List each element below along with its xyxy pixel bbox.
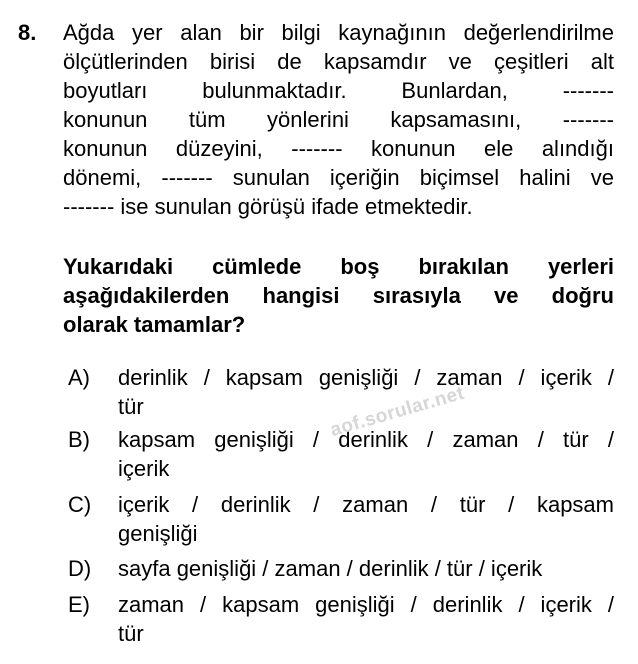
stem-line: boyutları bulunmaktadır. Bunlardan, ------- bbox=[63, 78, 614, 103]
prompt-line: aşağıdakilerden hangisi sırasıyla ve doğru bbox=[63, 283, 614, 308]
option-line: içerik bbox=[118, 456, 170, 481]
option-letter: A) bbox=[68, 365, 90, 390]
option-letter: C) bbox=[68, 492, 92, 517]
option-line: sayfa genişliği / zaman / derinlik / tür / içerik bbox=[118, 556, 543, 581]
stem-line: konunun düzeyini, ------- konunun ele alındığı bbox=[63, 136, 614, 161]
watermark-center: aof.sorular.net bbox=[327, 382, 467, 442]
prompt-line: Yukarıdaki cümlede boş bırakılan yerleri bbox=[63, 254, 614, 279]
option-line: derinlik / kapsam genişliği / zaman / içerik / bbox=[118, 365, 614, 390]
question-prompt bbox=[63, 252, 614, 339]
option-text bbox=[118, 490, 614, 548]
option-line: kapsam genişliği / derinlik / zaman / tür / bbox=[118, 427, 614, 452]
option-letter: B) bbox=[68, 427, 90, 452]
option-line: tür bbox=[118, 394, 144, 419]
option-letter: D) bbox=[68, 556, 92, 581]
option-text bbox=[118, 425, 614, 483]
option-text bbox=[118, 554, 614, 583]
prompt-line: olarak tamamlar? bbox=[63, 312, 246, 337]
option-line: içerik / derinlik / zaman / tür / kapsam bbox=[118, 492, 614, 517]
option-line: zaman / kapsam genişliği / derinlik / içerik / bbox=[118, 592, 614, 617]
stem-line: Ağda yer alan bir bilgi kaynağının değerlendirilme bbox=[63, 20, 614, 45]
option-line: tür bbox=[118, 621, 144, 646]
stem-line: konunun tüm yönlerini kapsamasını, ------- bbox=[63, 107, 614, 132]
option-line: genişliği bbox=[118, 521, 198, 546]
stem-line: dönemi, ------- sunulan içeriğin biçimsel halini ve bbox=[63, 165, 614, 190]
question-number: 8. bbox=[18, 20, 37, 45]
stem-line: ölçütlerinden birisi de kapsamdır ve çeşitleri alt bbox=[63, 49, 614, 74]
stem-line: ------- ise sunulan görüşü ifade etmektedir. bbox=[63, 194, 473, 219]
option-letter: E) bbox=[68, 592, 90, 617]
question-stem bbox=[63, 18, 614, 221]
option-text bbox=[118, 590, 614, 648]
